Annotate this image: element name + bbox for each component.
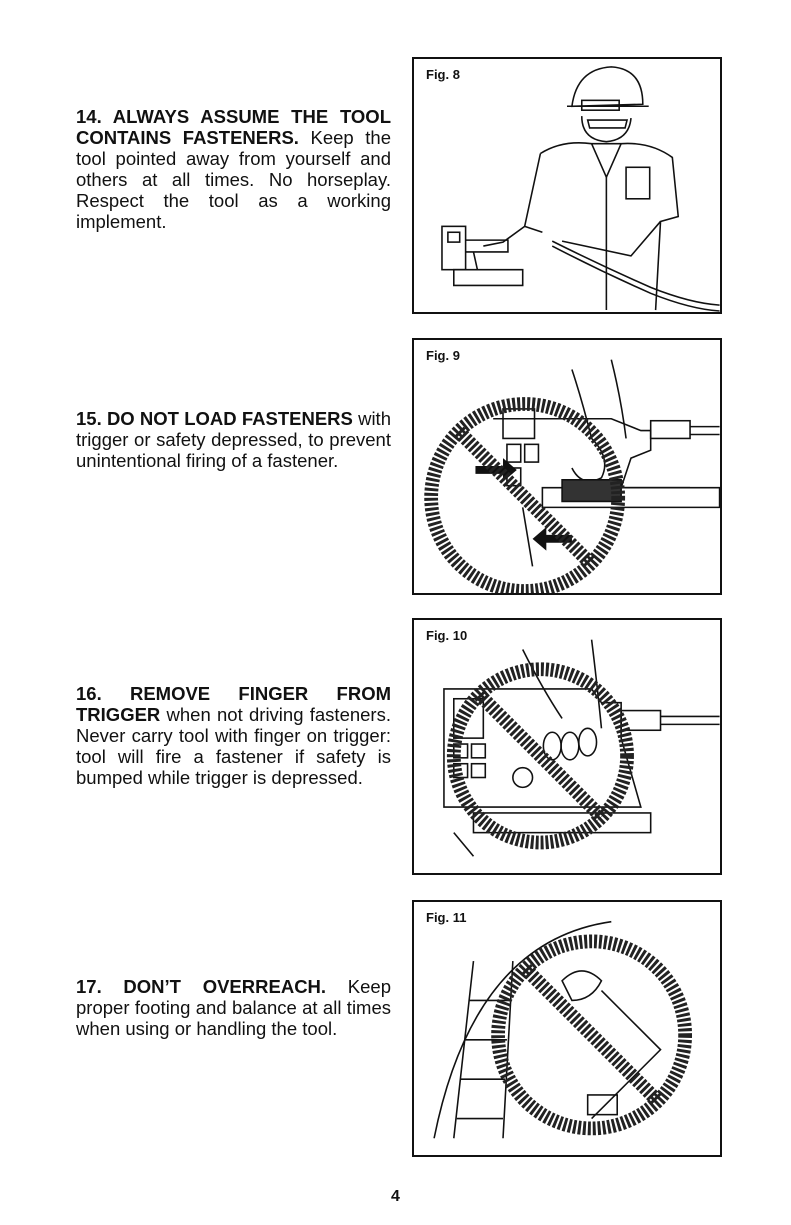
figure-10 — [412, 618, 722, 875]
prohibition-icon — [454, 669, 627, 842]
figure-8 — [412, 57, 722, 314]
rule-14 — [76, 106, 391, 232]
figure-8-label: Fig. 8 — [426, 67, 460, 82]
figure-9-label: Fig. 9 — [426, 348, 460, 363]
rule-16-text: when not driving fasteners. Never carry tool with finger on trigger: tool will fire a fastener if safety is bumped while trigger is depressed. — [76, 704, 391, 788]
figure-9 — [412, 338, 722, 595]
rule-16-heading: 16. REMOVE FINGER FROM TRIGGER — [76, 683, 391, 725]
rule-16 — [76, 683, 391, 788]
prohibition-icon — [498, 941, 685, 1128]
rule-17 — [76, 976, 391, 1039]
rule-15-text: with trigger or safety depressed, to prevent unintentional firing of a fastener. — [76, 408, 391, 471]
page-number: 4 — [391, 1188, 400, 1205]
rule-17-text: Keep proper footing and balance at all times when using or handling the tool. — [76, 976, 391, 1039]
rule-15-heading: 15. DO NOT LOAD FASTENERS — [76, 408, 353, 429]
rule-15 — [76, 408, 391, 471]
worker-holding-nailer-illustration — [414, 59, 720, 312]
rule-14-heading: 14. ALWAYS ASSUME THE TOOL CONTAINS FASTENERS. — [76, 106, 391, 148]
rule-14-text: Keep the tool pointed away from yourself and others at all times. No horseplay. Respect the tool as a working implement. — [76, 127, 391, 232]
finger-on-trigger-prohibited-illustration — [414, 620, 720, 873]
loading-fasteners-prohibited-illustration — [414, 340, 720, 593]
figure-11-label: Fig. 11 — [426, 910, 467, 925]
rule-17-heading: 17. DON’T OVERREACH. — [76, 976, 327, 997]
figure-10-label: Fig. 10 — [426, 628, 468, 643]
figure-11 — [412, 900, 722, 1157]
overreaching-prohibited-illustration — [414, 902, 720, 1155]
